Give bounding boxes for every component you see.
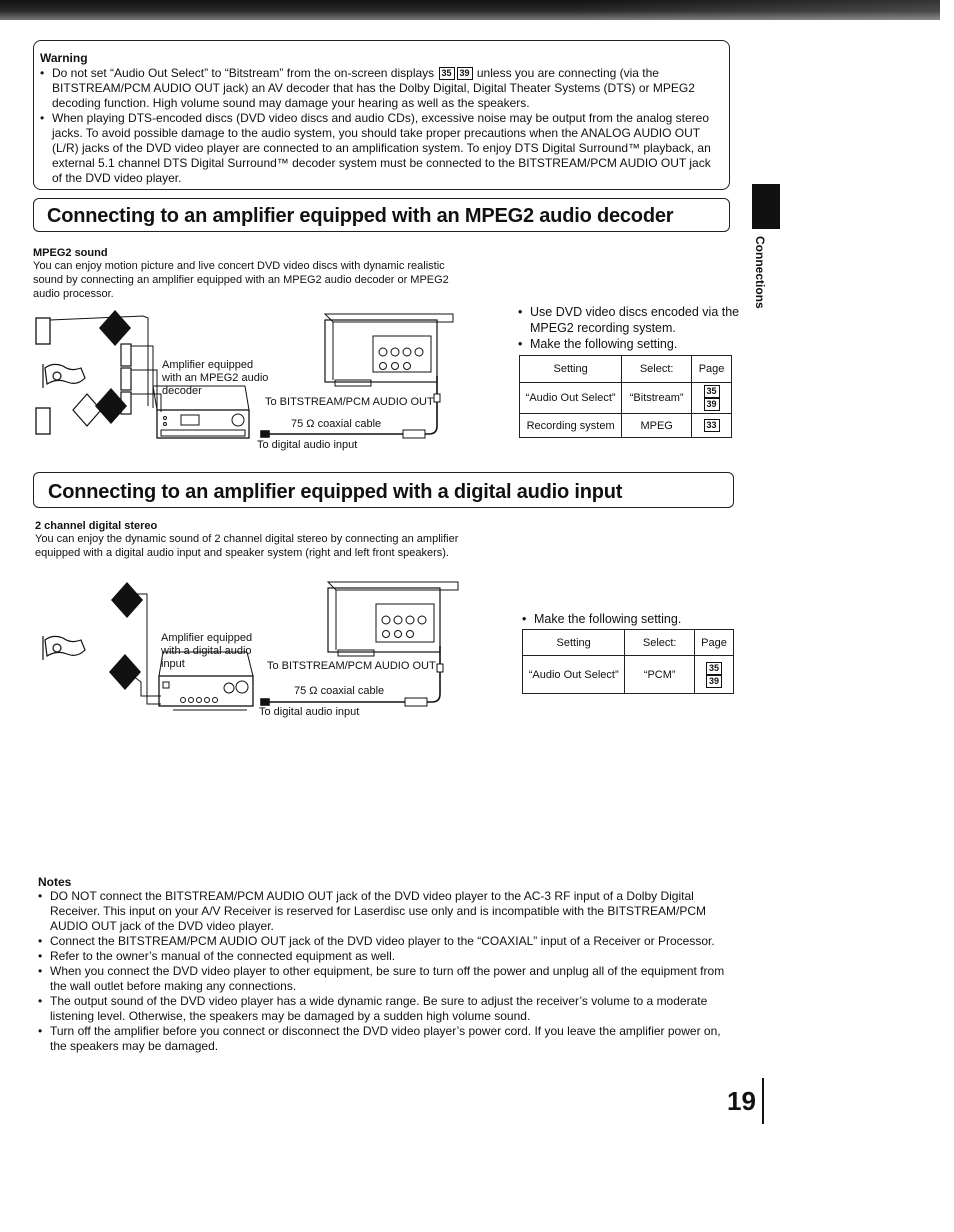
- front-right-speaker-icon: [99, 310, 131, 346]
- input-jack-label: To digital audio input: [259, 706, 360, 718]
- warning-item: • When playing DTS-encoded discs (DVD video discs and audio CDs), excessive noise may be output from the analog stereo jacks. To avoid possible damage to the audio system, you should take proper precautions when the ANALOG AUDIO OUT (L/R) jacks of the DVD video player are connected to an amplification system. To enjoy DTS Digital Surround™ playback, an external 5.1 channel DTS Digital Surround™ decoder system must be connected to the BITSTREAM/PCM AUDIO OUT jack of the DVD video player.: [40, 111, 721, 186]
- left-speaker-icon: [109, 654, 141, 690]
- right-speaker-icon: [111, 582, 143, 618]
- cable-label: 75 Ω coaxial cable: [294, 685, 385, 697]
- note-item: • DO NOT connect the BITSTREAM/PCM AUDIO OUT jack of the DVD video player to the AC-3 RF input of a Dolby Digital Receiver. This input on your A/V Receiver is reserved for Laserdisc use only and is incompatible with the BITSTREAM/PCM AUDIO OUT jack of the DVD video player.: [38, 889, 738, 934]
- section2-heading-box: [33, 472, 734, 508]
- note-item: • The output sound of the DVD video player has a wide dynamic range. Be sure to adjust the receiver’s volume to a moderate listening level. Otherwise, the speakers may be damaged by a sudden high volume sound.: [38, 994, 738, 1024]
- note-item: • Refer to the owner’s manual of the connected equipment as well.: [38, 949, 738, 964]
- section1-heading: Connecting to an amplifier equipped with an MPEG2 audio decoder: [47, 205, 674, 227]
- page-ref: 33: [704, 419, 720, 432]
- section1-instructions: [518, 304, 743, 352]
- table-header: Select:: [625, 630, 695, 656]
- instruction-item: • Use DVD video discs encoded via the MPEG2 recording system.: [518, 304, 743, 336]
- section2-subheading: 2 channel digital stereo: [35, 520, 158, 532]
- page-ref: 39: [457, 67, 473, 80]
- warning-box: [33, 40, 730, 190]
- table-cell: “Audio Out Select”: [520, 383, 622, 414]
- warning-item: • Do not set “Audio Out Select” to “Bitstream” from the on-screen displays 35 39 unless you are connecting (via the BITSTREAM/PCM AUDIO OUT jack) an AV decoder that has the Dolby Digital, Digital Theater Systems (DTS) or MPEG2 decoding function. High volume sound may damage your hearing as well as the speakers.: [40, 66, 721, 111]
- table-row: [520, 414, 732, 438]
- dvd-player-icon: [325, 314, 453, 386]
- table-header-row: [520, 356, 732, 383]
- section1-heading-box: [33, 198, 730, 232]
- table-cell: MPEG: [622, 414, 692, 438]
- section2-heading: Connecting to an amplifier equipped with a digital audio input: [48, 481, 623, 503]
- page-ref: 35: [706, 662, 722, 675]
- section2-settings-table: [522, 629, 734, 694]
- note-item: • When you connect the DVD video player to other equipment, be sure to turn off the power and unplug all of the equipment from the wall outlet before making any connections.: [38, 964, 738, 994]
- warning-title: Warning: [40, 51, 88, 65]
- section-tab-label: Connections: [753, 236, 767, 309]
- instruction-item: • Make the following setting.: [522, 611, 742, 627]
- table-cell: [692, 414, 732, 438]
- page-ref: 39: [704, 398, 720, 411]
- table-row: [523, 656, 734, 694]
- table-header: Page: [695, 630, 734, 656]
- table-header: Setting: [520, 356, 622, 383]
- section1-body: You can enjoy motion picture and live concert DVD video discs with dynamic realistic sound by connecting an amplifier equipped with an MPEG2 audio decoder or MPEG2 audio processor.: [33, 260, 449, 300]
- mpeg2-connection-diagram: [33, 306, 463, 456]
- section1-subheading: MPEG2 sound: [33, 247, 108, 259]
- rear-center-speaker-icon: [73, 394, 101, 426]
- dvd-player-icon: [328, 582, 458, 656]
- table-cell: “Bitstream”: [622, 383, 692, 414]
- amplifier-label: Amplifier equipped with a digital audio input: [161, 632, 253, 670]
- notes-list: [38, 889, 738, 1054]
- front-left-speaker-icon: [36, 318, 50, 344]
- table-cell: “PCM”: [625, 656, 695, 694]
- output-jack-label: To BITSTREAM/PCM AUDIO OUT: [267, 660, 436, 672]
- notes-title: Notes: [38, 875, 72, 889]
- table-cell: [695, 656, 734, 694]
- page-ref: 39: [706, 675, 722, 688]
- subwoofer-icon: [43, 636, 85, 660]
- table-header: Page: [692, 356, 732, 383]
- table-header-row: [523, 630, 734, 656]
- coaxial-cable-icon: [261, 646, 443, 706]
- section2-instructions: [522, 611, 742, 627]
- amplifier-label: Amplifier equipped with an MPEG2 audio decoder: [162, 359, 269, 397]
- input-jack-label: To digital audio input: [257, 439, 358, 451]
- page-ref: 35: [439, 67, 455, 80]
- digital-connection-diagram: [33, 578, 463, 723]
- note-item: • Connect the BITSTREAM/PCM AUDIO OUT jack of the DVD video player to the “COAXIAL” input of a Receiver or Processor.: [38, 934, 738, 949]
- table-header: Select:: [622, 356, 692, 383]
- page-number: 19: [727, 1086, 756, 1116]
- top-header-bar: [0, 0, 940, 20]
- section-tab-marker: [752, 184, 780, 229]
- output-jack-label: To BITSTREAM/PCM AUDIO OUT: [265, 396, 434, 408]
- table-row: [520, 383, 732, 414]
- section1-settings-table: [519, 355, 732, 438]
- table-cell: Recording system: [520, 414, 622, 438]
- subwoofer-icon: [43, 364, 85, 388]
- warning-list: [40, 66, 721, 186]
- rear-right-speaker-icon: [95, 388, 127, 424]
- instruction-item: • Make the following setting.: [518, 336, 743, 352]
- table-cell: [692, 383, 732, 414]
- cable-label: 75 Ω coaxial cable: [291, 418, 382, 430]
- page-ref: 35: [704, 385, 720, 398]
- note-item: • Turn off the amplifier before you connect or disconnect the DVD video player’s power cord. If you leave the amplifier power on, the speakers may be damaged.: [38, 1024, 738, 1054]
- section2-body: You can enjoy the dynamic sound of 2 channel digital stereo by connecting an amplifier equipped with a digital audio input and speaker system (right and left front speakers).: [35, 533, 459, 559]
- table-cell: “Audio Out Select”: [523, 656, 625, 694]
- rear-left-speaker-icon: [36, 408, 50, 434]
- table-header: Setting: [523, 630, 625, 656]
- page-number-rule: [762, 1078, 764, 1124]
